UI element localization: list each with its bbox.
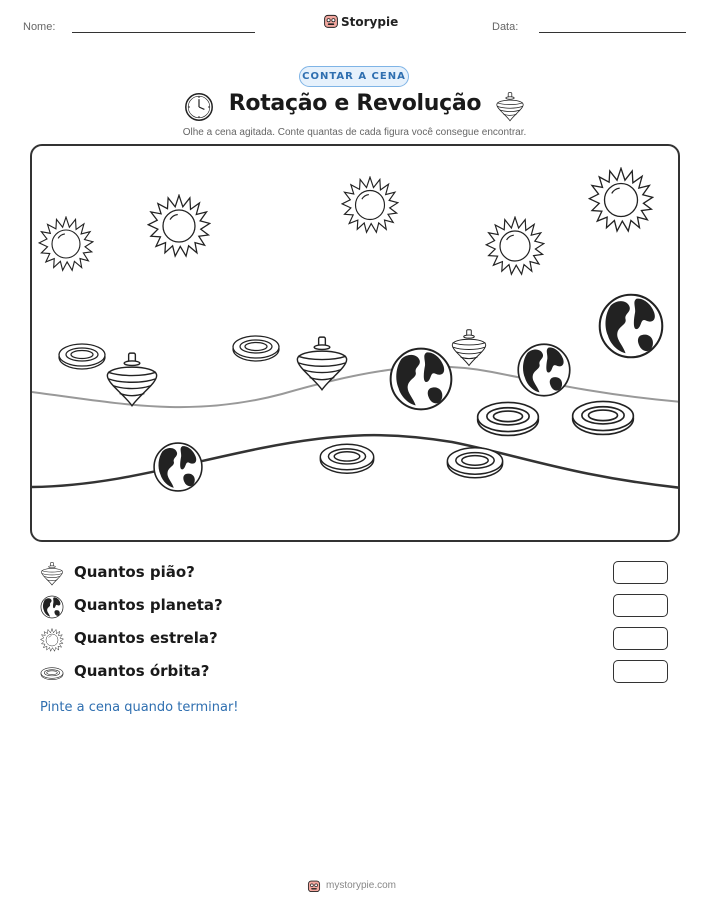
spinning-top-icon <box>107 353 156 406</box>
ring-icon <box>233 336 279 361</box>
spinning-top-icon <box>495 91 525 123</box>
ring-icon <box>320 444 373 473</box>
ring-icon <box>478 402 539 435</box>
ring-icon <box>59 344 105 369</box>
scene-art <box>32 146 678 540</box>
name-label: Nome: <box>23 21 56 33</box>
question-row-planet <box>40 594 680 620</box>
earth-icon <box>154 443 202 491</box>
sun-icon <box>486 217 544 274</box>
question-row-star <box>40 627 680 653</box>
earth-icon <box>518 344 570 396</box>
page-title: Rotação e Revolução <box>228 91 482 116</box>
counting-scene[interactable] <box>30 144 680 542</box>
sun-icon <box>40 628 64 652</box>
name-write-line[interactable] <box>72 32 255 33</box>
answer-box-orbit[interactable] <box>613 660 668 683</box>
question-label: Quantos órbita? <box>74 662 210 680</box>
ring-icon <box>573 401 634 434</box>
activity-badge: CONTAR A CENA <box>299 66 409 87</box>
footer-website: mystorypie.com <box>326 880 397 891</box>
answer-box-star[interactable] <box>613 627 668 650</box>
earth-icon <box>40 595 64 619</box>
spinning-top-icon <box>297 337 346 390</box>
date-label: Data: <box>492 21 519 33</box>
spinning-top-icon <box>452 330 485 366</box>
sun-icon <box>39 217 93 270</box>
storypie-logo-icon <box>323 13 339 29</box>
answer-box-top[interactable] <box>613 561 668 584</box>
earth-icon <box>391 349 452 410</box>
question-label: Quantos pião? <box>74 563 195 581</box>
question-label: Quantos planeta? <box>74 596 223 614</box>
spinning-top-icon <box>40 562 64 586</box>
question-label: Quantos estrela? <box>74 629 218 647</box>
storypie-logo-icon <box>307 879 321 893</box>
sun-icon <box>148 195 209 256</box>
brand-name: Storypie <box>341 15 399 29</box>
ring-icon <box>40 665 64 681</box>
question-row-top <box>40 561 680 587</box>
sun-icon <box>589 168 652 231</box>
sun-icon <box>342 177 398 232</box>
ring-icon <box>447 448 502 478</box>
answer-box-planet[interactable] <box>613 594 668 617</box>
date-write-line[interactable] <box>539 32 686 33</box>
color-instruction: Pinte a cena quando terminar! <box>40 700 239 715</box>
page-subtitle: Olhe a cena agitada. Conte quantas de cada figura você consegue encontrar. <box>182 127 527 138</box>
earth-icon <box>600 295 663 358</box>
question-row-orbit <box>40 660 680 686</box>
